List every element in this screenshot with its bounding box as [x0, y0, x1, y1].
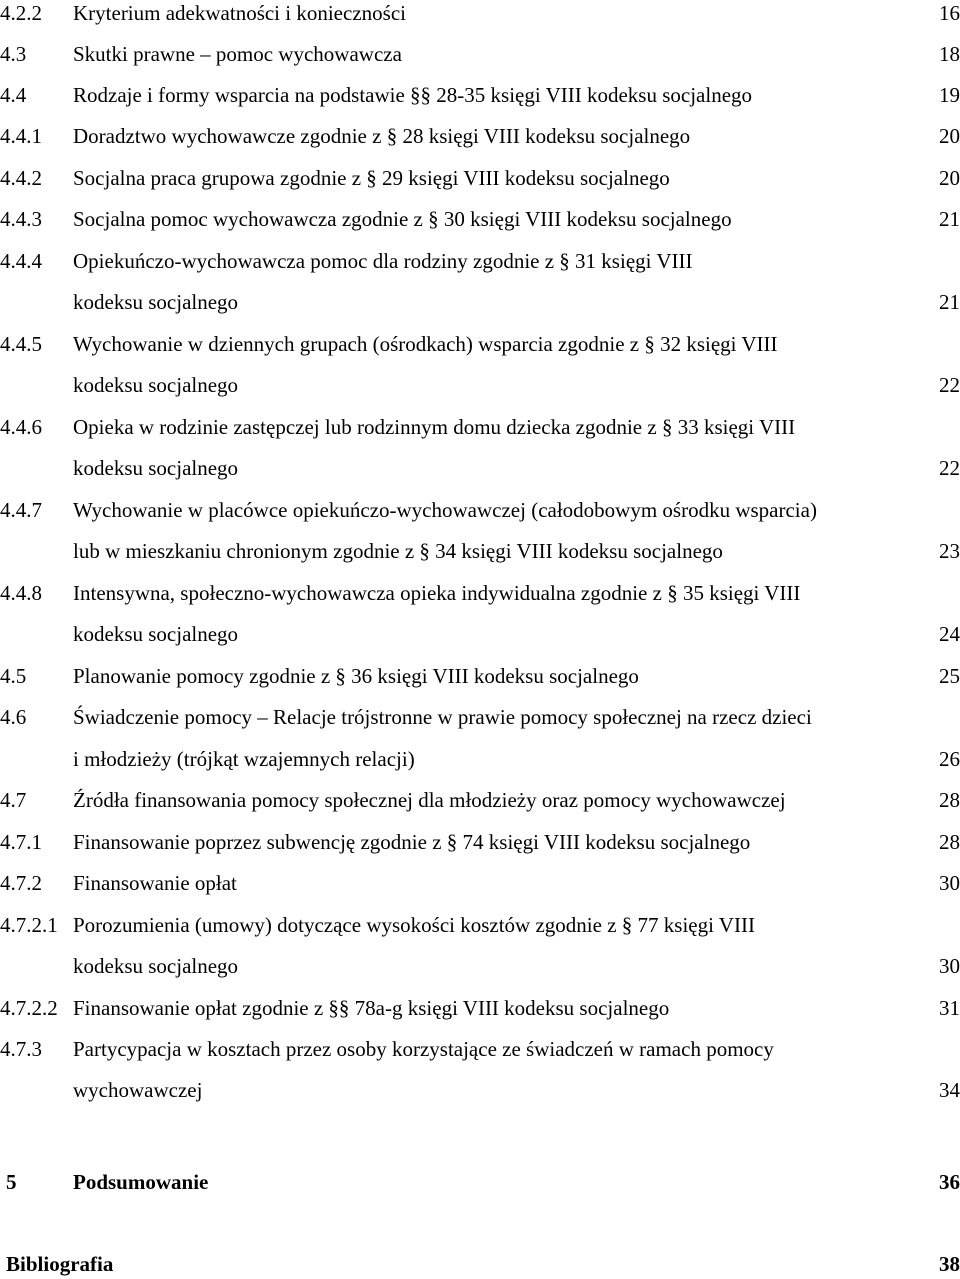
- toc-entry[interactable]: [0, 702, 960, 732]
- toc-entry-page: 23: [939, 539, 960, 563]
- toc-entry-page: 20: [939, 166, 960, 190]
- toc-entry-title: Socjalna pomoc wychowawcza zgodnie z § 30 księgi VIII kodeksu socjalnego: [73, 207, 732, 231]
- toc-chapter-summary[interactable]: [0, 1167, 960, 1197]
- toc-chapter-page: 36: [939, 1170, 960, 1194]
- toc-entry-title: Wychowanie w dziennych grupach (ośrodkach) wsparcia zgodnie z § 32 księgi VIII: [73, 332, 778, 356]
- toc-entry-number: 4.7.1: [0, 830, 42, 854]
- toc-bibliography[interactable]: [0, 1249, 960, 1279]
- toc-entry[interactable]: [0, 39, 960, 69]
- toc-entry[interactable]: [0, 993, 960, 1023]
- toc-entry-number: 4.7.2.2: [0, 996, 58, 1020]
- toc-entry-title: Finansowanie opłat zgodnie z §§ 78a-g księgi VIII kodeksu socjalnego: [73, 996, 670, 1020]
- toc-entry-continuation[interactable]: [0, 951, 960, 981]
- toc-entry-title: Planowanie pomocy zgodnie z § 36 księgi VIII kodeksu socjalnego: [73, 664, 639, 688]
- toc-entry[interactable]: [0, 578, 960, 608]
- toc-entry-page: 34: [939, 1078, 960, 1102]
- toc-bibliography-title: Bibliografia: [6, 1252, 114, 1276]
- toc-entry-title: Partycypacja w kosztach przez osoby korzystające ze świadczeń w ramach pomocy: [73, 1037, 774, 1061]
- toc-entry-number: 4.5: [0, 664, 27, 688]
- toc-entry-page: 21: [939, 207, 960, 231]
- toc-entry-number: 4.4.3: [0, 207, 42, 231]
- toc-entry-page: 20: [939, 124, 960, 148]
- toc-entry-number: 4.4.8: [0, 581, 42, 605]
- toc-entry-title: Rodzaje i formy wsparcia na podstawie §§ 28-35 księgi VIII kodeksu socjalnego: [73, 83, 753, 107]
- toc-entry-page: 30: [939, 954, 960, 978]
- toc-entry[interactable]: [0, 246, 960, 276]
- toc-entry-page: 16: [939, 1, 960, 25]
- toc-entry[interactable]: [0, 1034, 960, 1064]
- toc-entry-page: 21: [939, 290, 960, 314]
- toc-entry-title: Doradztwo wychowawcze zgodnie z § 28 księgi VIII kodeksu socjalnego: [73, 124, 691, 148]
- toc-entry[interactable]: [0, 329, 960, 359]
- toc-entry-continuation[interactable]: [0, 744, 960, 774]
- toc-entry-number: 4.4.4: [0, 249, 42, 273]
- toc-entry-title: Opiekuńczo-wychowawcza pomoc dla rodziny zgodnie z § 31 księgi VIII: [73, 249, 693, 273]
- toc-entry-title-continued: kodeksu socjalnego: [73, 456, 239, 480]
- toc-entry-title: Wychowanie w placówce opiekuńczo-wychowawczej (całodobowym ośrodku wsparcia): [73, 498, 817, 522]
- toc-entry[interactable]: [0, 80, 960, 110]
- toc-entry-title: Źródła finansowania pomocy społecznej dla młodzieży oraz pomocy wychowawczej: [73, 788, 786, 812]
- toc-entry-title-continued: wychowawczej: [73, 1078, 203, 1102]
- toc-entry-page: 24: [939, 622, 960, 646]
- toc-chapter-title: Podsumowanie: [73, 1170, 209, 1194]
- toc-entry-number: 4.3: [0, 42, 27, 66]
- toc-entry-continuation[interactable]: [0, 287, 960, 317]
- toc-entry-page: 28: [939, 788, 960, 812]
- toc-entry-number: 4.4.5: [0, 332, 42, 356]
- toc-entry-title: Finansowanie poprzez subwencję zgodnie z § 74 księgi VIII kodeksu socjalnego: [73, 830, 751, 854]
- toc-entry-page: 19: [939, 83, 960, 107]
- toc-entry-title: Finansowanie opłat: [73, 871, 237, 895]
- toc-entry-title-continued: kodeksu socjalnego: [73, 954, 239, 978]
- toc-entry-title: Opieka w rodzinie zastępczej lub rodzinnym domu dziecka zgodnie z § 33 księgi VIII: [73, 415, 796, 439]
- toc-entry-title: Skutki prawne – pomoc wychowawcza: [73, 42, 402, 66]
- toc-entry-page: 18: [939, 42, 960, 66]
- toc-entry[interactable]: [0, 495, 960, 525]
- toc-entry-number: 4.4.2: [0, 166, 42, 190]
- toc-entry-title-continued: kodeksu socjalnego: [73, 290, 239, 314]
- toc-entry[interactable]: [0, 163, 960, 193]
- toc-entry-page: 31: [939, 996, 960, 1020]
- toc-entry-continuation[interactable]: [0, 1075, 960, 1105]
- toc-entry-title-continued: lub w mieszkaniu chronionym zgodnie z § 34 księgi VIII kodeksu socjalnego: [73, 539, 723, 563]
- toc-entry-number: 4.4.7: [0, 498, 42, 522]
- toc-entry[interactable]: [0, 412, 960, 442]
- toc-entry[interactable]: [0, 868, 960, 898]
- toc-entry-title: Świadczenie pomocy – Relacje trójstronne w prawie pomocy społecznej na rzecz dzieci: [73, 705, 812, 729]
- toc-entry[interactable]: [0, 785, 960, 815]
- toc-entry-title-continued: i młodzieży (trójkąt wzajemnych relacji): [73, 747, 415, 771]
- toc-entry-continuation[interactable]: [0, 370, 960, 400]
- toc-entry-number: 4.7.2.1: [0, 913, 58, 937]
- toc-entry-page: 30: [939, 871, 960, 895]
- toc-entry-page: 22: [939, 373, 960, 397]
- toc-chapter-number: 5: [6, 1170, 17, 1194]
- toc-entry-continuation[interactable]: [0, 453, 960, 483]
- toc-entry-number: 4.4.6: [0, 415, 42, 439]
- toc-entry-page: 28: [939, 830, 960, 854]
- toc-entry-number: 4.7: [0, 788, 27, 812]
- toc-bibliography-page: 38: [939, 1252, 960, 1276]
- toc-entry-page: 26: [939, 747, 960, 771]
- toc-entry-number: 4.7.3: [0, 1037, 42, 1061]
- toc-entry-page: 22: [939, 456, 960, 480]
- toc-entry-number: 4.2.2: [0, 1, 42, 25]
- toc-entry-number: 4.7.2: [0, 871, 42, 895]
- toc-entry-title: Socjalna praca grupowa zgodnie z § 29 księgi VIII kodeksu socjalnego: [73, 166, 670, 190]
- toc-entry[interactable]: [0, 0, 960, 28]
- toc-entry-continuation[interactable]: [0, 619, 960, 649]
- toc-entry-title: Intensywna, społeczno-wychowawcza opieka indywidualna zgodnie z § 35 księgi VIII: [73, 581, 801, 605]
- toc-entry-continuation[interactable]: [0, 536, 960, 566]
- toc-entry-number: 4.6: [0, 705, 27, 729]
- toc-entry-number: 4.4.1: [0, 124, 42, 148]
- toc-entry[interactable]: [0, 121, 960, 151]
- toc-entry-title-continued: kodeksu socjalnego: [73, 622, 239, 646]
- toc-entry[interactable]: [0, 661, 960, 691]
- toc-entry-title: Porozumienia (umowy) dotyczące wysokości kosztów zgodnie z § 77 księgi VIII: [73, 913, 755, 937]
- toc-entry[interactable]: [0, 204, 960, 234]
- toc-entry-page: 25: [939, 664, 960, 688]
- toc-entry[interactable]: [0, 827, 960, 857]
- toc-entry-title: Kryterium adekwatności i konieczności: [73, 1, 406, 25]
- toc-entry[interactable]: [0, 910, 960, 940]
- toc-entry-title-continued: kodeksu socjalnego: [73, 373, 239, 397]
- toc-entry-number: 4.4: [0, 83, 27, 107]
